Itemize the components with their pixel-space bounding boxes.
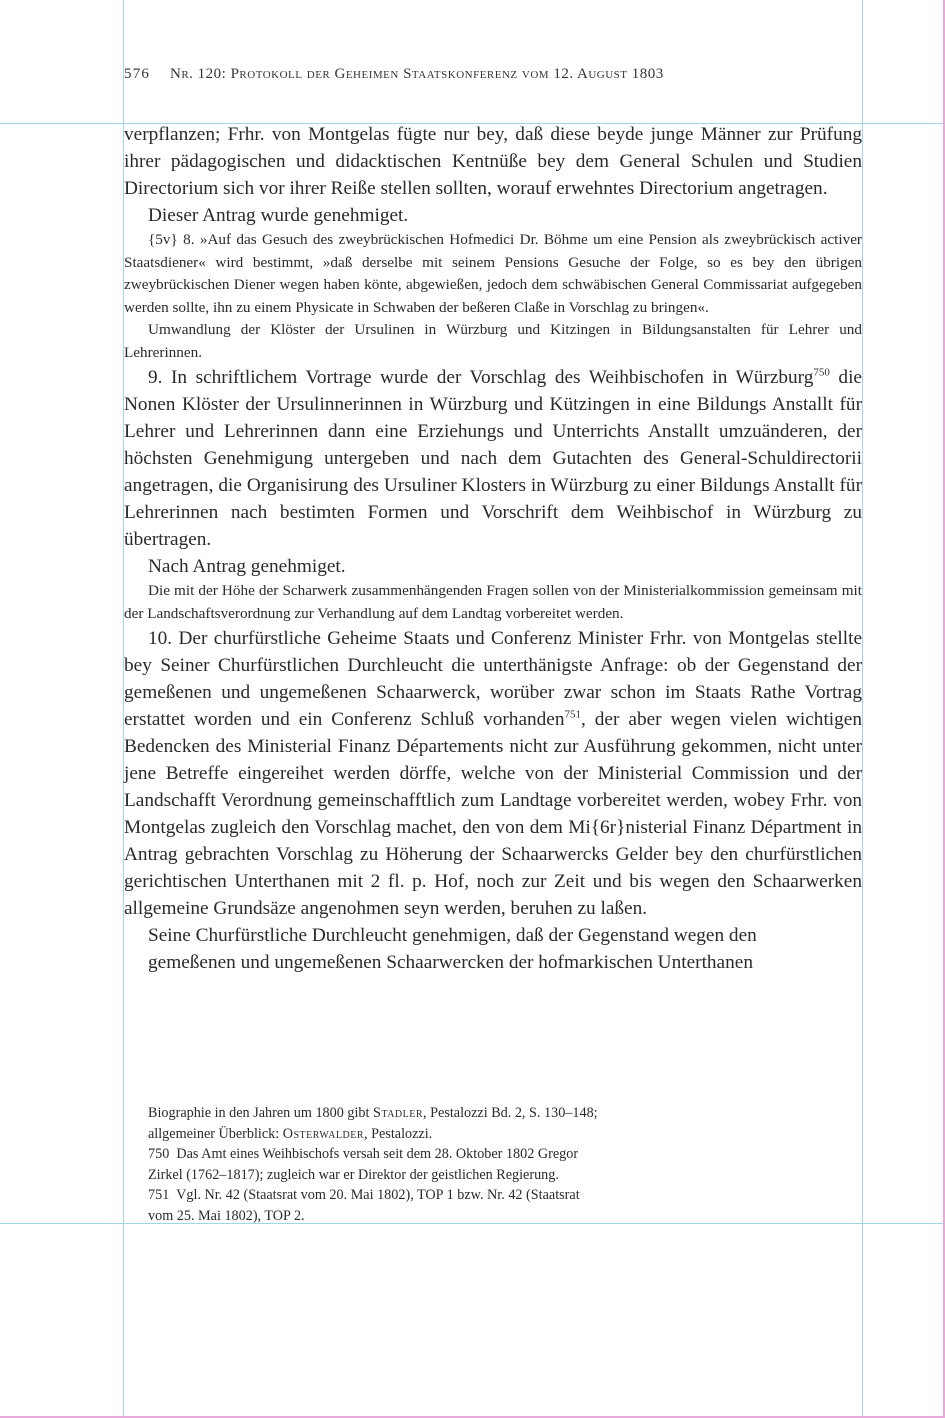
footnotes <box>148 1103 688 1226</box>
paragraph-9-text-a: 9. In schriftlichem Vortrage wurde der Vorschlag des Weihbischofen in Würzburg <box>148 367 814 388</box>
paragraph-10 <box>124 625 862 922</box>
paragraph-decision-10-line-1: Seine Churfürstliche Durchleucht genehmigen, daß der Gegenstand wegen den <box>148 925 757 946</box>
paragraph-1: verpflanzen; Frhr. von Montgelas fügte nur bey, daß diese beyde junge Männer zur Prüfung ihrer pädagogischen und didacktischen Kentnüße bey dem General Schulen und Studien Directorium sich vor ihrer Reiße stellen sollten, worauf erwehntes Directorium angetragen. <box>124 124 862 199</box>
summary-note-2: Die mit der Höhe der Scharwerk zusammenhängenden Fragen sollen von der Ministerialkommission gemeinsam mit der Landschaftsverordnung zur Verhandlung auf dem Landtag vorbereitet werden. <box>124 582 862 622</box>
header-title: Nr. 120: Protokoll der Geheimen Staatskonferenz vom 12. August 1803 <box>170 66 664 82</box>
footnote-continued-line-1: Biographie in den Jahren um 1800 gibt Stadler, Pestalozzi Bd. 2, S. 130–148; <box>148 1105 598 1121</box>
footnote-750-line-2: Zirkel (1762–1817); zugleich war er Direktor der geistlichen Regierung. <box>148 1166 559 1183</box>
footnote-ref-750[interactable]: 750 <box>813 366 830 379</box>
footnote-number: 750 <box>148 1146 170 1162</box>
footnote-751-line-2: vom 25. Mai 1802), TOP 2. <box>148 1207 305 1224</box>
paragraph-2: Dieser Antrag wurde genehmiget. <box>148 205 409 226</box>
paragraph-decision-9: Nach Antrag genehmiget. <box>148 556 346 577</box>
paragraph-3: {5v} 8. »Auf das Gesuch des zweybrückischen Hofmedici Dr. Böhme um eine Pension als zweybrückisch activer Staatsdiener« wird bestimmt, »daß derselbe mit seinem Pensions Gesuche der Folge, so es bey den übrigen zweybrückischen Diener wegen haben könte, abgewießen, jedoch dem schwäbischen General Commissariat aufgegeben werden sollte, ihn zu einem Physicate in Schwaben der beßeren Claße in Vorschlag zu bringen«. <box>124 231 862 316</box>
page-number: 576 <box>124 66 151 82</box>
footnote-750-line-1: 750 Das Amt eines Weihbischofs versah seit dem 28. Oktober 1802 Gregor <box>148 1146 579 1162</box>
summary-note-1: Umwandlung der Klöster der Ursulinen in Würzburg und Kitzingen in Bildungsanstalten für Lehrer und Lehrerinnen. <box>124 321 862 361</box>
author-name: Osterwalder <box>282 1125 365 1142</box>
footnote-continued-line-2: allgemeiner Überblick: Osterwalder, Pestalozzi. <box>148 1125 433 1142</box>
footnote-number: 751 <box>148 1187 170 1203</box>
paragraph-9-text-b: die Nonen Klöster der Ursulinnerinnen in Würzburg und Kützingen in eine Bildungs Anstallt für Lehrer und Lehrerinnen dann eine Erziehungs und Unterrichts Anstallt umzuänderen, der höchsten Genehmigung untergeben und nach dem Gutachten des General-Schuldirectorii angetragen, die Organisirung des Ursuliner Klosters in Würzburg zu einer Bildungs Anstallt für Lehrerinnen nach bestimten Formen und Vorschrift dem Weihbischof in Würzburg zu übertragen. <box>124 367 862 550</box>
guide-right-margin <box>862 0 863 1418</box>
paragraph-10-text-a: 10. Der churfürstliche Geheime Staats und Conferenz Minister Frhr. von Montgelas stellte bey Seiner Churfürstlichen Durchleucht die unterthänigste Anfrage: ob der Gegenstand der gemeßenen und ungemeßenen Schaarwerck, worüber zwar schon im Staats Rathe Vortrag erstattet worden und ein Conferenz Schluß vorhanden <box>124 628 862 730</box>
main-text <box>124 121 862 976</box>
footnote-751-line-1: 751 Vgl. Nr. 42 (Staatsrat vom 20. Mai 1802), TOP 1 bzw. Nr. 42 (Staatsrat <box>148 1187 580 1203</box>
paragraph-decision-10-line-2: gemeßenen und ungemeßenen Schaarwercken der hofmarkischen Unterthanen <box>148 952 753 973</box>
author-name: Stadler <box>373 1105 424 1121</box>
running-header <box>124 66 844 83</box>
paragraph-10-text-b: , der aber wegen vielen wichtigen Bedencken des Ministerial Finanz Départements nicht zur Ausführung gekommen, nicht unter jene Betreffe eingereihet werden dörffe, welche von der Ministerial Commission und der Landschafft Verordnung gemeinschafftlich zum Landtage vorbereitet werden, wobey Frhr. von Montgelas zugleich den Vorschlag machet, den von dem Mi{6r}nisterial Finanz Départment in Antrag gebrachten Vorschlag zu Höherung der Schaarwercks Gelder bey den churfürstlichen gerichtischen Unterthanen mit 2 fl. p. Hof, noch zur Zeit und bis wegen den Schaarwerken allgemeine Grundsäze angenohmen seyn werden, beruhen zu laßen. <box>124 709 862 919</box>
paragraph-9 <box>124 364 862 553</box>
footnote-ref-751[interactable]: 751 <box>564 708 581 721</box>
